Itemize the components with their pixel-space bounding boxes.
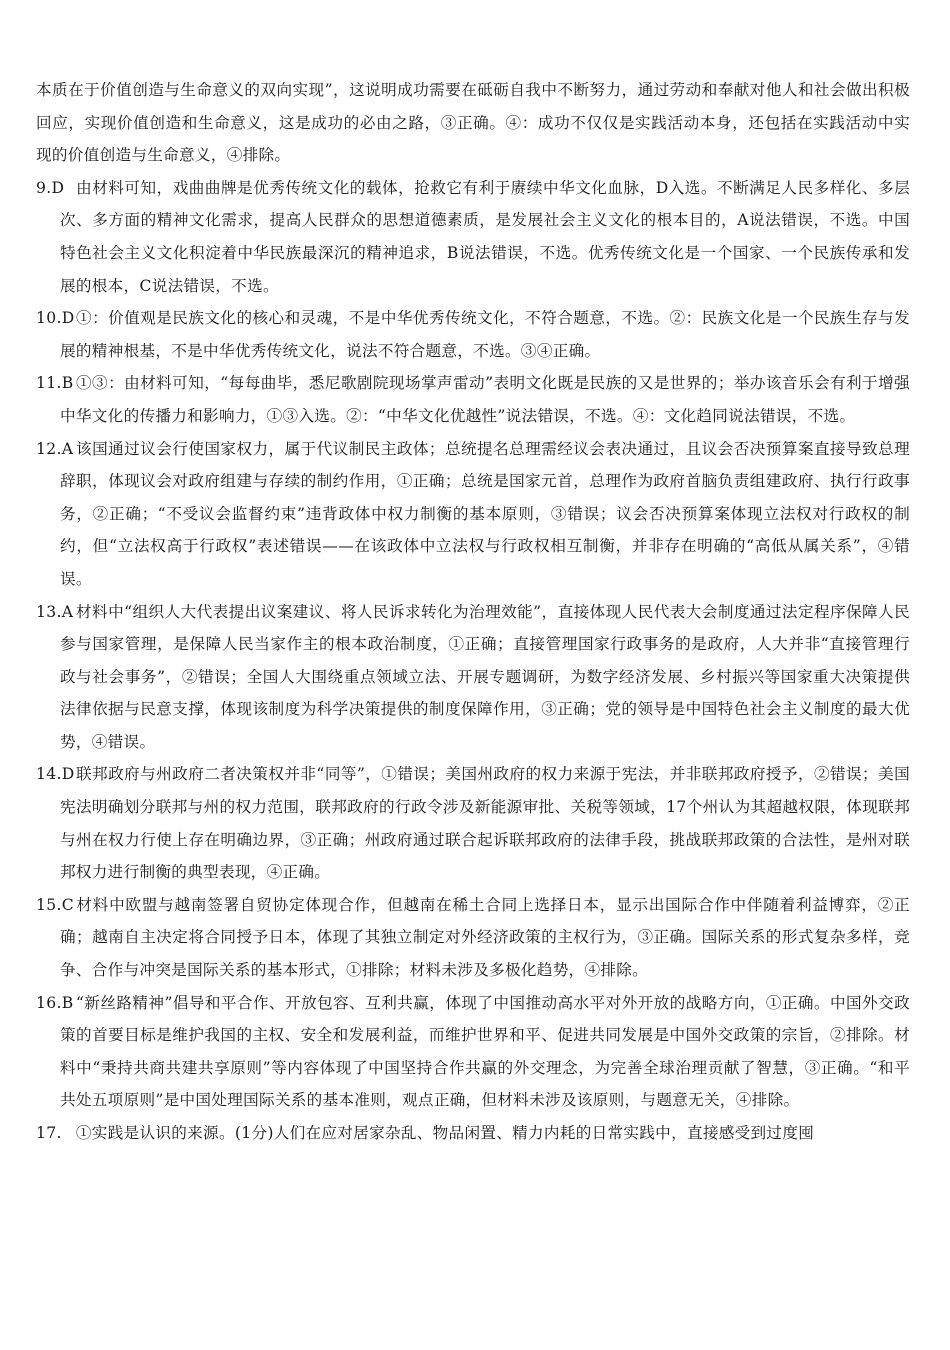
item-number: 15.C (36, 895, 74, 914)
item-number: 10.D (36, 309, 75, 328)
item-text: ①③：由材料可知，“每每曲毕，悉尼歌剧院现场掌声雷动”表明文化既是民族的又是世界的；举办该音乐会有利于增强中华文化的传播力和影响力，①③入选。②：“中华文化优越性”说法错误，不选。④：文化趋同说法错误，不选。 (60, 374, 910, 425)
item-text: 联邦政府与州政府二者决策权并非“同等”，①错误；美国州政府的权力来源于宪法，并非联邦政府授予，②错误；美国宪法明确划分联邦与州的权力范围，联邦政府的行政令涉及新能源审批、关税等领域，17个州认为其超越权限，体现联邦与州在权力行使上存在明确边界，③正确；州政府通过联合起诉联邦政府的法律手段，挑战联邦政策的合法性，是州对联邦权力进行制衡的典型表现，④正确。 (60, 765, 910, 882)
answer-item-11 (36, 367, 910, 432)
answer-item-10 (36, 302, 910, 367)
item-text: 材料中欧盟与越南签署自贸协定体现合作，但越南在稀土合同上选择日本，显示出国际合作中伴随着利益博弈，②正确；越南自主决定将合同授予日本，体现了其独立制定对外经济政策的主权行为，③正确。国际关系的形式复杂多样，竞争、合作与冲突是国际关系的基本形式，①排除；材料未涉及多极化趋势，④排除。 (60, 895, 910, 980)
item-number: 12.A (36, 439, 74, 458)
continuation-paragraph: 本质在于价值创造与生命意义的双向实现”，这说明成功需要在砥砺自我中不断努力，通过劳动和奉献对他人和社会做出积极回应，实现价值创造和生命意义，这是成功的必由之路，③正确。④：成功不仅仅是实践活动本身，还包括在实践活动中实现的价值创造与生命意义，④排除。 (36, 81, 910, 165)
item-number: 9.D (36, 178, 65, 197)
answer-item-15 (36, 889, 910, 987)
item-text: 材料中“组织人大代表提出议案建议、将人民诉求转化为治理效能”，直接体现人民代表大会制度通过法定程序保障人民参与国家管理，是保障人民当家作主的根本政治制度，①正确；直接管理国家行政事务的是政府，人大并非“直接管理行政与社会事务”，②错误；全国人大围绕重点领域立法、开展专题调研，为数字经济发展、乡村振兴等国家重大决策提供法律依据与民意支撑，体现该制度为科学决策提供的制度保障作用，③正确；党的领导是中国特色社会主义制度的最大优势，④错误。 (60, 602, 910, 751)
item-text: 该国通过议会行使国家权力，属于代议制民主政体；总统提名总理需经议会表决通过，且议会否决预算案直接导致总理辞职，体现议会对政府组建与存续的制约作用，①正确；总统是国家元首，总理作为政府首脑负责组建政府、执行行政事务，②正确；“不受议会监督约束”违背政体中权力制衡的基本原则，③错误；议会否决预算案体现立法权对行政权的制约，但“立法权高于行政权”表述错误——在该政体中立法权与行政权相互制衡，并非存在明确的“高低从属关系”，④错误。 (60, 439, 910, 588)
item-number: 14.D (36, 765, 75, 784)
item-text: “新丝路精神”倡导和平合作、开放包容、互利共赢，体现了中国推动高水平对外开放的战略方向，①正确。中国外交政策的首要目标是维护我国的主权、安全和发展利益，而维护世界和平、促进共同发展是中国外交政策的宗旨，②排除。材料中“秉持共商共建共享原则”等内容体现了中国坚持合作共赢的外交理念，为完善全球治理贡献了智慧，③正确。“和平共处五项原则”是中国处理国际关系的基本准则，观点正确，但材料未涉及该原则，与题意无关，④排除。 (60, 993, 910, 1110)
answer-item-14 (36, 758, 910, 888)
item-number: 17. (36, 1124, 62, 1142)
answer-item-17 (36, 1117, 910, 1150)
item-number: 13.A (36, 602, 74, 621)
item-number: 11.B (36, 374, 74, 393)
item-text: 由材料可知，戏曲曲牌是优秀传统文化的载体，抢救它有利于赓续中华文化血脉，D入选。不断满足人民多样化、多层次、多方面的精神文化需求，提高人民群众的思想道德素质，是发展社会主义文化的根本目的，A说法错误，不选。中国特色社会主义文化积淀着中华民族最深沉的精神追求，B说法错误，不选。优秀传统文化是一个国家、一个民族传承和发展的根本，C说法错误，不选。 (60, 178, 910, 295)
item-number: 16.B (36, 993, 74, 1012)
item-text: ①实践是认识的来源。(1分)人们在应对居家杂乱、物品闲置、精力内耗的日常实践中，直接感受到过度囤 (75, 1124, 815, 1142)
answer-item-13 (36, 596, 910, 759)
answer-item-9 (36, 172, 910, 302)
item-text: ①：价值观是民族文化的核心和灵魂，不是中华优秀传统文化，不符合题意，不选。②：民族文化是一个民族生存与发展的精神根基，不是中华优秀传统文化，说法不符合题意，不选。③④正确。 (60, 309, 910, 360)
answer-item-16 (36, 987, 910, 1117)
answer-item-12 (36, 433, 910, 596)
